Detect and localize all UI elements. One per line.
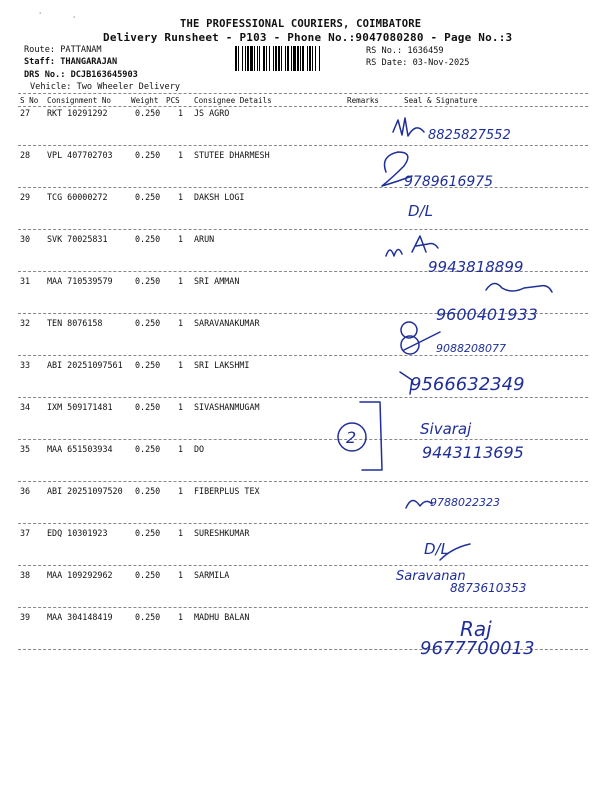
row-weight: 0.250 [135, 402, 161, 412]
row-divider [18, 439, 588, 440]
table-row [0, 276, 600, 318]
table-row [0, 612, 600, 654]
col-remarks: Remarks [347, 96, 380, 105]
row-divider [18, 145, 588, 146]
row-consignment-no: MAA 304148419 [47, 612, 113, 622]
handwritten-dl: D/L [424, 540, 449, 558]
row-divider [18, 229, 588, 230]
row-weight: 0.250 [135, 486, 161, 496]
row-divider [18, 187, 588, 188]
table-row [0, 444, 600, 486]
company-title: THE PROFESSIONAL COURIERS, COIMBATORE [180, 18, 422, 30]
handwritten-dl: D/L [408, 202, 433, 220]
row-consignee: MADHU BALAN [194, 612, 250, 622]
handwritten-phone: 9788022323 [430, 496, 500, 509]
row-divider [18, 313, 588, 314]
row-consignment-no: SVK 70025831 [47, 234, 108, 244]
row-pcs: 1 [178, 150, 184, 160]
col-weight: Weight [131, 96, 159, 105]
row-weight: 0.250 [135, 318, 161, 328]
row-pcs: 1 [178, 612, 184, 622]
row-weight: 0.250 [135, 444, 161, 454]
row-consignment-no: TEN 8076158 [47, 318, 103, 328]
handwritten-phone: 9943818899 [428, 258, 524, 276]
handwritten-phone: 9677700013 [420, 638, 535, 659]
row-pcs: 1 [178, 276, 184, 286]
row-consignment-no: MAA 710539579 [47, 276, 113, 286]
rs-date: RS Date: 03-Nov-2025 [366, 58, 470, 68]
barcode [235, 46, 363, 71]
row-weight: 0.250 [135, 192, 161, 202]
row-consignee: SIVASHANMUGAM [194, 402, 260, 412]
runsheet-subtitle: Delivery Runsheet - P103 - Phone No.:9047080280 - Page No.:3 [103, 31, 513, 44]
row-sno: 30 [20, 234, 31, 244]
col-consignee: Consignee Details [194, 96, 272, 105]
row-consignee: DO [194, 444, 205, 454]
row-pcs: 1 [178, 234, 184, 244]
col-consignment: Consignment No [47, 96, 112, 105]
row-weight: 0.250 [135, 276, 161, 286]
header-rule [18, 106, 588, 107]
scan-speck: · [38, 6, 43, 22]
row-consignee: SURESHKUMAR [194, 528, 250, 538]
row-consignment-no: ABI 20251097561 [47, 360, 123, 370]
row-consignee: JS AGRO [194, 108, 230, 118]
row-pcs: 1 [178, 402, 184, 412]
row-consignee: SARMILA [194, 570, 230, 580]
row-divider [18, 523, 588, 524]
table-row [0, 150, 600, 192]
row-divider [18, 271, 588, 272]
row-sno: 31 [20, 276, 31, 286]
row-sno: 29 [20, 192, 31, 202]
row-divider [18, 565, 588, 566]
row-consignment-no: RKT 10291292 [47, 108, 108, 118]
row-divider [18, 607, 588, 608]
handwritten-phone: 8825827552 [428, 128, 511, 143]
row-divider [18, 355, 588, 356]
row-sno: 28 [20, 150, 31, 160]
row-consignee: FIBERPLUS TEX [194, 486, 260, 496]
table-row [0, 360, 600, 402]
handwritten-name: Raj [460, 617, 492, 641]
row-pcs: 1 [178, 192, 184, 202]
route-label: Route: PATTANAM [24, 45, 102, 55]
row-weight: 0.250 [135, 528, 161, 538]
handwritten-name: Sivaraj [420, 420, 472, 438]
row-sno: 34 [20, 402, 31, 412]
row-consignee: SRI AMMAN [194, 276, 240, 286]
row-pcs: 1 [178, 318, 184, 328]
row-weight: 0.250 [135, 612, 161, 622]
handwritten-phone: 9789616975 [404, 174, 494, 190]
rs-number: RS No.: 1636459 [366, 46, 444, 56]
handwritten-phone: 9443113695 [422, 443, 524, 462]
row-consignment-no: IXM 509171481 [47, 402, 113, 412]
circled-number: 2 [346, 428, 357, 447]
row-sno: 27 [20, 108, 31, 118]
handwritten-phone: 9088208077 [436, 342, 506, 355]
row-consignee: STUTEE DHARMESH [194, 150, 270, 160]
row-weight: 0.250 [135, 570, 161, 580]
table-row [0, 570, 600, 612]
row-sno: 38 [20, 570, 31, 580]
staff-label: Staff: THANGARAJAN [24, 57, 118, 67]
col-sno: S No [20, 96, 39, 105]
row-divider [18, 481, 588, 482]
row-sno: 33 [20, 360, 31, 370]
row-consignee: ARUN [194, 234, 215, 244]
row-sno: 36 [20, 486, 31, 496]
row-weight: 0.250 [135, 360, 161, 370]
row-consignment-no: MAA 109292962 [47, 570, 113, 580]
handwritten-phone: 8873610353 [450, 581, 527, 595]
drs-label: DRS No.: DCJB163645903 [24, 70, 138, 80]
row-divider [18, 397, 588, 398]
table-row [0, 234, 600, 276]
handwritten-phone: 9566632349 [410, 374, 525, 395]
row-weight: 0.250 [135, 234, 161, 244]
table-row [0, 192, 600, 234]
row-pcs: 1 [178, 108, 184, 118]
table-row [0, 108, 600, 150]
scan-speck: · [72, 10, 77, 26]
row-weight: 0.250 [135, 108, 161, 118]
table-row [0, 318, 600, 360]
col-pcs: PCS [166, 96, 180, 105]
row-consignment-no: VPL 407702703 [47, 150, 113, 160]
row-pcs: 1 [178, 570, 184, 580]
row-pcs: 1 [178, 486, 184, 496]
table-row [0, 528, 600, 570]
row-consignee: SRI LAKSHMI [194, 360, 250, 370]
handwritten-phone: 9600401933 [436, 305, 538, 324]
row-sno: 39 [20, 612, 31, 622]
handwritten-name: Saravanan [396, 569, 466, 584]
row-divider [18, 649, 588, 650]
table-row [0, 402, 600, 444]
row-pcs: 1 [178, 444, 184, 454]
vehicle-label: Vehicle: Two Wheeler Delivery [30, 82, 181, 92]
header-rule [18, 93, 588, 94]
row-consignment-no: EDQ 10301923 [47, 528, 108, 538]
table-row [0, 486, 600, 528]
row-sno: 35 [20, 444, 31, 454]
row-sno: 32 [20, 318, 31, 328]
row-consignee: SARAVANAKUMAR [194, 318, 260, 328]
row-consignee: DAKSH LOGI [194, 192, 245, 202]
row-pcs: 1 [178, 360, 184, 370]
row-pcs: 1 [178, 528, 184, 538]
row-consignment-no: ABI 20251097520 [47, 486, 123, 496]
row-weight: 0.250 [135, 150, 161, 160]
col-seal: Seal & Signature [404, 96, 478, 105]
row-sno: 37 [20, 528, 31, 538]
row-consignment-no: MAA 651503934 [47, 444, 113, 454]
row-consignment-no: TCG 60000272 [47, 192, 108, 202]
